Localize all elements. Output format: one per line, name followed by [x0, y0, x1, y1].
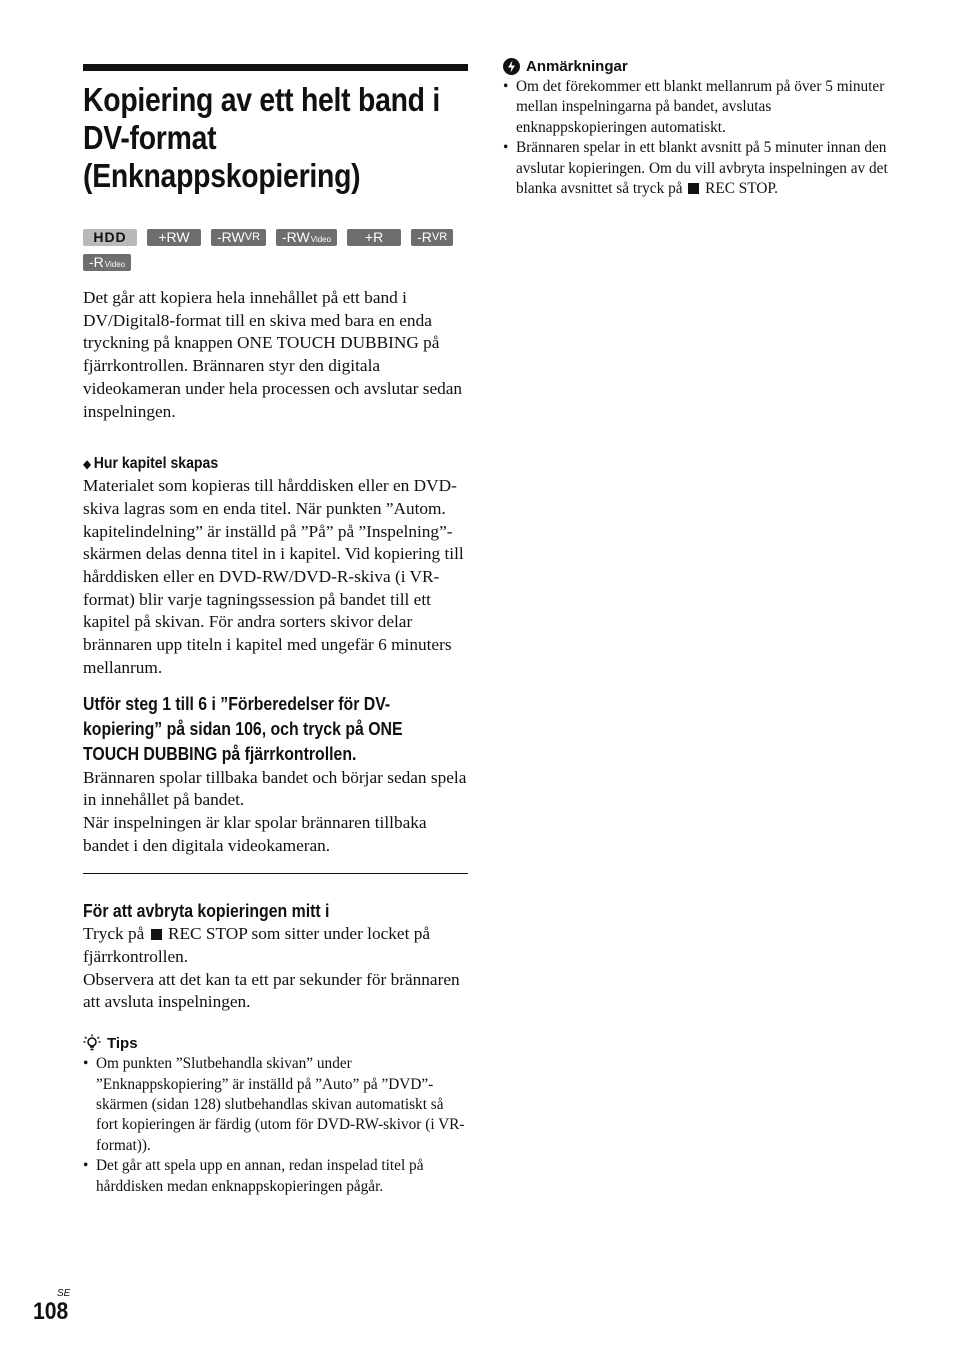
left-column [83, 64, 468, 1197]
step-paragraph-1: Brännaren spolar tillbaka bandet och börjar sedan spela in innehållet på bandet. [83, 767, 467, 810]
lightbulb-icon [83, 1034, 101, 1052]
tips-list [83, 1054, 468, 1197]
intro-paragraph: Det går att kopiera hela innehållet på ett band i DV/Digital8-format till en skiva med bara en enda tryckning på knappen ONE TOUCH DUBBING på fjärrkontrollen. Brännaren styr den digitala videokameran under hela processen och avslutar sedan inspelningen. [83, 288, 463, 421]
page-title: Kopiering av ett helt band i DV-format (Enknappskopiering) [83, 81, 441, 194]
list-item: • Om punkten ”Slutbehandla skivan” under ”Enknappskopiering” är inställd på ”Auto” på ”DVD”-skärmen (sidan 128) slutbehandlas skivan automatiskt så fort kopieringen är färdig (utom för DVD-RW-skivor (i VR-format)). [83, 1054, 468, 1156]
notes-list [503, 77, 893, 199]
badge-minus-rw-vr: -RW VR [211, 229, 266, 246]
chapters-heading: ◆ Hur kapitel skapas [83, 455, 219, 473]
badge-plus-rw: +RW [147, 229, 201, 246]
cancel-paragraph-1: Tryck på REC STOP som sitter under locket på fjärrkontrollen. [83, 924, 431, 967]
chapters-paragraph: Materialet som kopieras till hårddisken eller en DVD-skiva lagras som en enda titel. När punkten ”Autom. kapitelindelning” är inställd på ”På” på ”Inspelning”-skärmen delas denna titel in i kapitel. Vid kopiering till hårddisken eller en DVD-RW/DVD-R-skiva (i VR-format) blir varje tagningssession på bandet till ett kapitel på skivan. För andra sorters skivor delar brännaren upp titeln i kapitel med ungefär 6 minuters mellanrum. [83, 476, 464, 677]
diamond-icon: ◆ [83, 457, 92, 472]
stop-icon [688, 183, 699, 194]
step-paragraph-2: När inspelningen är klar spolar brännaren tillbaka bandet i den digitala videokameran. [83, 812, 427, 855]
right-column [503, 58, 893, 199]
disc-type-badges [83, 229, 468, 271]
notes-icon [503, 58, 520, 75]
language-code: SE [57, 1288, 71, 1299]
cancel-paragraph-2: Observera att det kan ta ett par sekunder för brännaren att avsluta inspelningen. [83, 969, 460, 1012]
stop-icon [151, 929, 162, 940]
page-number-value: 108 [33, 1298, 69, 1325]
tips-heading: Tips [83, 1034, 468, 1052]
notes-heading: Anmärkningar [503, 58, 893, 75]
page-number [33, 1288, 73, 1325]
section-divider [83, 873, 468, 874]
title-rule [83, 64, 468, 71]
badge-minus-rw-video: -RW Video [276, 229, 337, 246]
list-item: • Brännaren spelar in ett blankt avsnitt på 5 minuter innan den avslutar kopieringen. Om du vill avbryta inspelningen av det blanka avsnittet så tryck på REC STOP. [503, 138, 893, 199]
step-heading: Utför steg 1 till 6 i ”Förberedelser för DV-kopiering” på sidan 106, och tryck på ONE TOUCH DUBBING på fjärrkontrollen. [83, 693, 403, 764]
badge-plus-r: +R [347, 229, 401, 246]
cancel-heading: För att avbryta kopieringen mitt i [83, 901, 330, 922]
list-item: • Om det förekommer ett blankt mellanrum på över 5 minuter mellan inspelningarna på bandet, avslutas enknappskopieringen automatiskt. [503, 77, 893, 138]
badge-minus-r-vr: -R VR [411, 229, 453, 246]
badge-hdd: HDD [83, 229, 137, 246]
badge-minus-r-video: -R Video [83, 254, 131, 271]
list-item: • Det går att spela upp en annan, redan inspelad titel på hårddisken medan enknappskopieringen pågår. [83, 1156, 468, 1197]
